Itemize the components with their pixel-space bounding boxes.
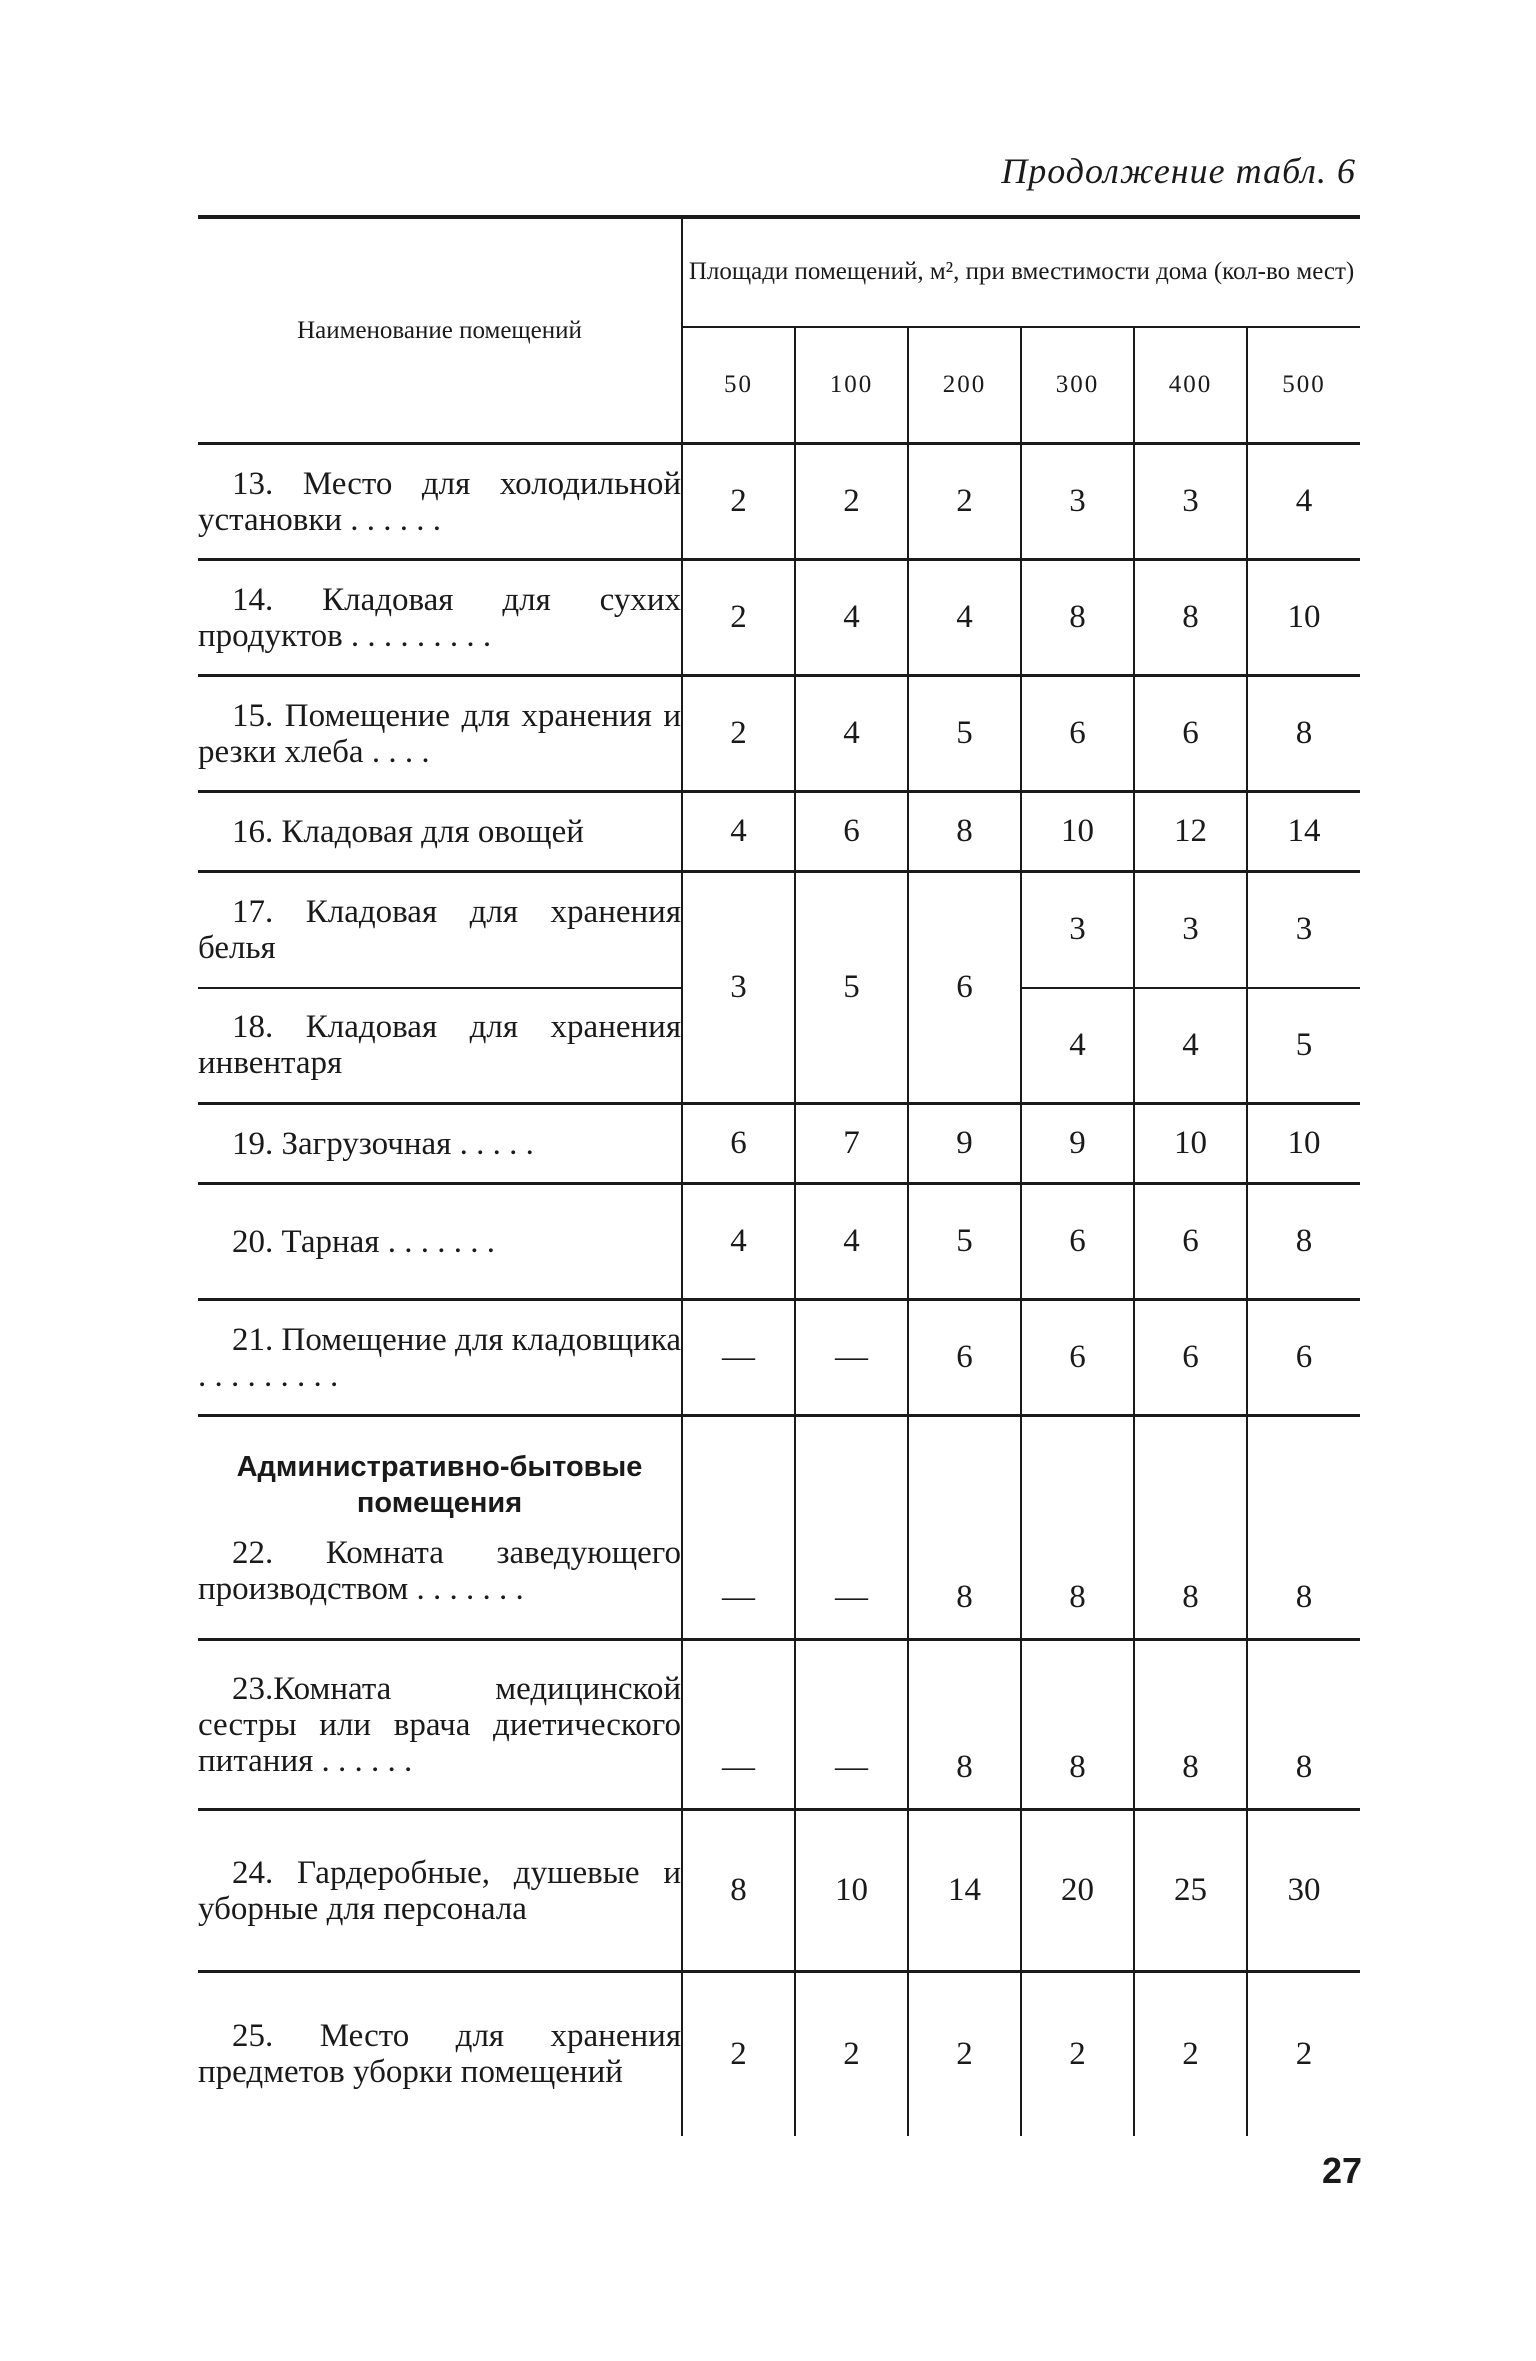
area-value: 8 [1021,560,1134,676]
area-value: 4 [795,676,908,792]
area-value: 4 [1021,988,1134,1104]
room-name: 18. Кладовая для хранения инвентаря [198,988,682,1104]
area-value: 2 [682,444,795,560]
room-area-table [198,215,1360,2136]
area-value: 2 [908,1972,1021,2136]
area-value: 10 [1247,560,1360,676]
area-value: 5 [795,872,908,1104]
area-value: 4 [682,792,795,872]
page-number: 27 [1322,2150,1363,2191]
area-value: 6 [1021,1184,1134,1300]
area-value: 3 [1134,872,1247,988]
area-value: 4 [795,1184,908,1300]
area-value: 8 [1134,1416,1247,1640]
area-value: 3 [1247,872,1360,988]
area-value: 8 [1134,560,1247,676]
area-value: 4 [1247,444,1360,560]
area-value: 8 [1247,1416,1360,1640]
capacity-header: 200 [908,327,1021,444]
area-group-header: Площади помещений, м², при вместимости дома (кол-во мест) [682,217,1360,327]
area-value: 6 [795,792,908,872]
area-value: 8 [1021,1416,1134,1640]
area-value: 8 [1134,1640,1247,1810]
area-value: 9 [1021,1104,1134,1184]
area-value: 30 [1247,1810,1360,1972]
room-name: 15. Помещение для хранения и резки хлеба . . . . [198,676,682,792]
area-value: 6 [908,1300,1021,1416]
area-value: 8 [1247,1640,1360,1810]
area-value: 8 [682,1810,795,1972]
area-value: — [682,1640,795,1810]
table-row [198,1972,1360,2136]
area-value: 8 [908,1640,1021,1810]
area-value: 2 [908,444,1021,560]
table-row [198,792,1360,872]
area-value: 2 [1134,1972,1247,2136]
area-value: 8 [908,792,1021,872]
area-value: 4 [1134,988,1247,1104]
area-value: — [682,1416,795,1640]
area-value: 3 [1134,444,1247,560]
section-title: Административно-бытовые помещения [236,1450,643,1519]
table-row [198,444,1360,560]
room-name: 23.Комната медицинской сестры или врача диетического питания . . . . . . [198,1640,682,1810]
room-name: 19. Загрузочная . . . . . [198,1104,682,1184]
area-value: 6 [682,1104,795,1184]
area-value: 5 [908,1184,1021,1300]
table-continuation-label: Продолжение табл. 6 [1001,151,1356,191]
area-value: 25 [1134,1810,1247,1972]
area-value: 10 [1247,1104,1360,1184]
capacity-header: 50 [682,327,795,444]
area-value: 20 [1021,1810,1134,1972]
area-value: 3 [682,872,795,1104]
capacity-header: 400 [1134,327,1247,444]
capacity-header: 500 [1247,327,1360,444]
room-name: 14. Кладовая для сухих продуктов . . . . . . . . . [198,560,682,676]
area-value: 14 [908,1810,1021,1972]
area-value: 3 [1021,444,1134,560]
area-value: 8 [908,1416,1021,1640]
table-row [198,1104,1360,1184]
table-row [198,1416,1360,1640]
room-name: 24. Гардеробные, душевые и уборные для персонала [198,1810,682,1972]
room-name: 22. Комната заведующего производством . . . . . . . [198,1534,681,1607]
room-name-cell [198,1416,682,1640]
area-value: — [682,1300,795,1416]
area-value: 3 [1021,872,1134,988]
room-name: 16. Кладовая для овощей [198,792,682,872]
area-value: 10 [1134,1104,1247,1184]
area-value: 2 [682,676,795,792]
name-column-header: Наименование помещений [198,217,682,444]
area-value: 10 [795,1810,908,1972]
area-value: 6 [1134,1300,1247,1416]
area-value: 12 [1134,792,1247,872]
area-value: 6 [1021,676,1134,792]
area-value: 6 [908,872,1021,1104]
capacity-header: 100 [795,327,908,444]
area-value: 2 [795,1972,908,2136]
room-name: 13. Место для холодильной установки . . . . . . [198,444,682,560]
table-row [198,872,1360,988]
capacity-header: 300 [1021,327,1134,444]
area-value: 4 [795,560,908,676]
area-value: 6 [1021,1300,1134,1416]
table-row [198,676,1360,792]
area-value: — [795,1640,908,1810]
area-value: 8 [1247,1184,1360,1300]
area-value: 6 [1134,676,1247,792]
area-value: 2 [682,560,795,676]
area-value: 9 [908,1104,1021,1184]
table-row [198,1184,1360,1300]
room-name: 20. Тарная . . . . . . . [198,1184,682,1300]
area-value: — [795,1300,908,1416]
room-name: 21. Помещение для кладовщика . . . . . . . . . [198,1300,682,1416]
area-value: 7 [795,1104,908,1184]
table-row [198,1640,1360,1810]
room-name: 25. Место для хранения предметов уборки помещений [198,1972,682,2136]
table-row [198,1810,1360,1972]
area-value: 2 [1247,1972,1360,2136]
area-value: 10 [1021,792,1134,872]
area-value: 8 [1247,676,1360,792]
area-value: 4 [908,560,1021,676]
area-value: 5 [1247,988,1360,1104]
area-value: 2 [795,444,908,560]
area-value: — [795,1416,908,1640]
room-name: 17. Кладовая для хранения белья [198,872,682,988]
area-value: 2 [730,2035,747,2072]
table-row [198,1300,1360,1416]
area-value: 8 [1021,1640,1134,1810]
area-value: 2 [1021,1972,1134,2136]
area-value: 6 [1247,1300,1360,1416]
area-value: 14 [1247,792,1360,872]
area-value: 5 [908,676,1021,792]
area-value: 6 [1134,1184,1247,1300]
area-value: 4 [682,1184,795,1300]
table-row [198,560,1360,676]
